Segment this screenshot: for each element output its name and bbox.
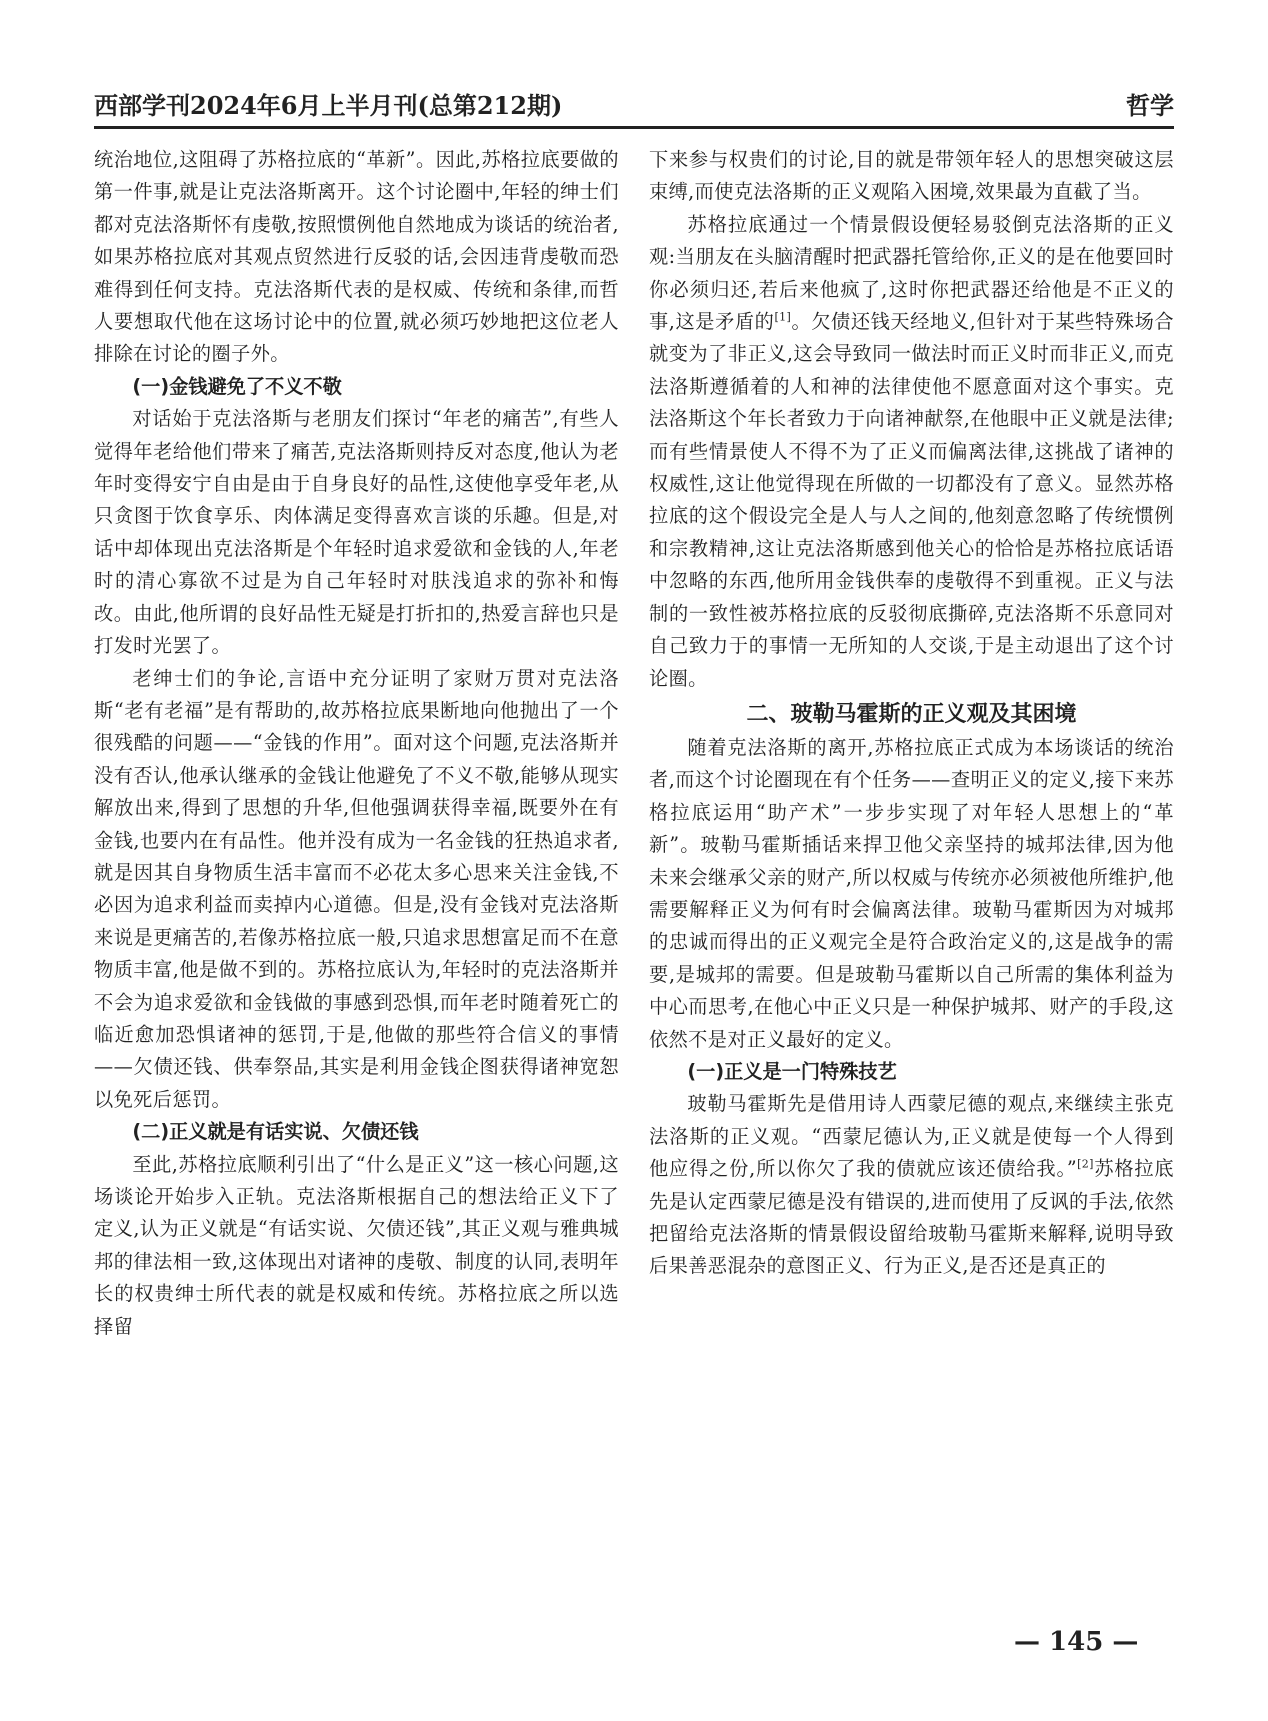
right-column [649,144,1174,1614]
paragraph-text: 。欠债还钱天经地义,但针对于某些特殊场合就变为了非正义,这会导致同一做法时而正义时而非正义,而克法洛斯遵循着的人和神的法律使他不愿意面对这个事实。克法洛斯这个年长者致力于向诸神献祭,在他眼中正义就是法律;而有些情景使人不得不为了正义而偏离法律,这挑战了诸神的权威性,这让他觉得现在所做的一切都没有了意义。显然苏格拉底的这个假设完全是人与人之间的,他刻意忽略了传统惯例和宗教精神,这让克法洛斯感到他关心的恰恰是苏格拉底话语中忽略的东西,他所用金钱供奉的虔敬得不到重视。正义与法制的一致性被苏格拉底的反驳彻底撕碎,克法洛斯不乐意同对自己致力于的事情一无所知的人交谈,于是主动退出了这个讨论圈。 [649,310,1174,690]
paragraph: 对话始于克法洛斯与老朋友们探讨“年老的痛苦”,有些人觉得年老给他们带来了痛苦,克法洛斯则持反对态度,他认为老年时变得安宁自由是由于自身良好的品性,这使他享受年老,从只贪图于饮食享乐、肉体满足变得喜欢言谈的乐趣。但是,对话中却体现出克法洛斯是个年轻时追求爱欲和金钱的人,年老时的清心寡欲不过是为自己年轻时对肤浅追求的弥补和悔改。由此,他所谓的良好品性无疑是打折扣的,热爱言辞也只是打发时光罢了。 [94,407,619,658]
paragraph: 下来参与权贵们的讨论,目的就是带领年轻人的思想突破这层束缚,而使克法洛斯的正义观陷入困境,效果最为直截了当。 [649,148,1174,204]
paragraph: 老绅士们的争论,言语中充分证明了家财万贯对克法洛斯“老有老福”是有帮助的,故苏格拉底果断地向他抛出了一个很残酷的问题——“金钱的作用”。面对这个问题,克法洛斯并没有否认,他承认继承的金钱让他避免了不义不敬,能够从现实解放出来,得到了思想的升华,但他强调获得幸福,既要外在有金钱,也要内在有品性。他并没有成为一名金钱的狂热追求者,就是因其自身物质生活丰富而不必花太多心思来关注金钱,不必因为追求利益而卖掉内心道德。但是,没有金钱对克法洛斯来说是更痛苦的,若像苏格拉底一般,只追求思想富足而不在意物质丰富,他是做不到的。苏格拉底认为,年轻时的克法洛斯并不会为追求爱欲和金钱做的事感到恐惧,而年老时随着死亡的临近愈加恐惧诸神的惩罚,于是,他做的那些符合信义的事情——欠债还钱、供奉祭品,其实是利用金钱企图获得诸神宽恕以免死后惩罚。 [94,666,619,1111]
subsection-heading: (二)正义就是有话实说、欠债还钱 [132,1120,419,1144]
subsection-heading: (一)正义是一门特殊技艺 [687,1059,897,1083]
page-number: — 145 — [1014,1627,1139,1657]
citation-ref: [1] [774,310,792,324]
section-label: 哲学 [1126,92,1174,120]
paragraph [649,209,1174,695]
header-divider [94,126,1174,129]
paragraph [649,1088,1174,1282]
paragraph: 统治地位,这阻碍了苏格拉底的“革新”。因此,苏格拉底要做的第一件事,就是让克法洛斯离开。这个讨论圈中,年轻的绅士们都对克法洛斯怀有虔敬,按照惯例他自然地成为谈话的统治者,如果苏格拉底对其观点贸然进行反驳的话,会因违背虔敬而恐难得到任何支持。克法洛斯代表的是权威、传统和条律,而哲人要想取代他在这场讨论中的位置,就必须巧妙地把这位老人排除在讨论的圈子外。 [94,148,619,366]
citation-ref: [2] [1077,1157,1094,1171]
paragraph: 随着克法洛斯的离开,苏格拉底正式成为本场谈话的统治者,而这个讨论圈现在有个任务——查明正义的定义,接下来苏格拉底运用“助产术”一步步实现了对年轻人思想上的“革新”。玻勒马霍斯插话来捍卫他父亲坚持的城邦法律,因为他未来会继承父亲的财产,所以权威与传统亦必须被他所维护,他需要解释正义为何有时会偏离法律。玻勒马霍斯因为对城邦的忠诚而得出的正义观完全是符合政治定义的,这是战争的需要,是城邦的需要。但是玻勒马霍斯以自己所需的集体利益为中心而思考,在他心中正义只是一种保护城邦、财产的手段,这依然不是对正义最好的定义。 [649,735,1174,1051]
paragraph-text: 苏格拉底通过一个情景假设便轻易驳倒克法洛斯的正义观:当朋友在头脑清醒时把武器托管给你,正义的是在他要回时你必须归还,若后来他疯了,这时你把武器还给他是不正义的事,这是矛盾的 [649,212,1174,334]
subsection-heading: (一)金钱避免了不义不敬 [132,374,342,398]
paragraph-text: 玻勒马霍斯先是借用诗人西蒙尼德的观点,来继续主张克法洛斯的正义观。“西蒙尼德认为,正义就是使每一个人得到他应得之份,所以你欠了我的债就应该还债给我。” [649,1092,1174,1181]
left-column [94,144,619,1614]
running-header [94,84,1174,124]
paragraph: 至此,苏格拉底顺利引出了“什么是正义”这一核心问题,这场谈论开始步入正轨。克法洛斯根据自己的想法给正义下了定义,认为正义就是“有话实说、欠债还钱”,其正义观与雅典城邦的律法相一致,这体现出对诸神的虔敬、制度的认同,表明年长的权贵绅士所代表的就是权威和传统。苏格拉底之所以选择留 [94,1152,619,1338]
section-heading: 二、玻勒马霍斯的正义观及其困境 [746,701,1077,727]
paragraph-text: 苏格拉底先是认定西蒙尼德是没有错误的,进而使用了反讽的手法,依然把留给克法洛斯的情景假设留给玻勒马霍斯来解释,说明导致后果善恶混杂的意图正义、行为正义,是否还是真正的 [649,1157,1174,1278]
journal-issue-title: 西部学刊2024年6月上半月刊(总第212期) [94,91,563,120]
